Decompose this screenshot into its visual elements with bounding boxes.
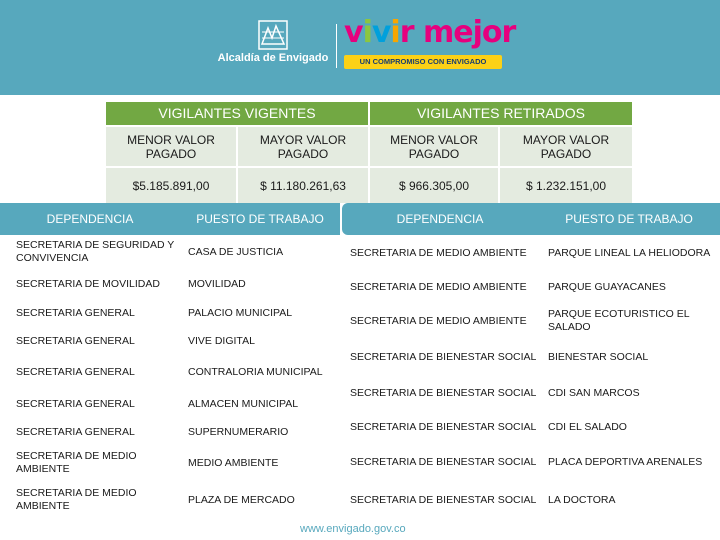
right-row-6-puesto: CDI EL SALADO — [548, 420, 627, 433]
right-row-5-dependencia: SECRETARIA DE BIENESTAR SOCIAL — [350, 386, 537, 399]
left-row-2-puesto: MOVILIDAD — [188, 277, 246, 290]
retirados-mayor-label: MAYOR VALOR PAGADO — [500, 127, 632, 166]
left-row-1-dependencia: SECRETARIA DE SEGURIDAD Y CONVIVENCIA — [16, 239, 175, 264]
left-row-3-puesto: PALACIO MUNICIPAL — [188, 306, 293, 319]
right-row-8-dependencia: SECRETARIA DE BIENESTAR SOCIAL — [350, 493, 537, 506]
vigentes-mayor-label: MAYOR VALOR PAGADO — [238, 127, 368, 166]
retirados-menor-value: $ 966.305,00 — [370, 168, 498, 203]
vigentes-menor-label: MENOR VALOR PAGADO — [106, 127, 236, 166]
right-row-1-puesto: PARQUE LINEAL LA HELIODORA — [548, 246, 711, 259]
left-row-1-puesto: CASA DE JUSTICIA — [188, 245, 284, 258]
right-row-3-puesto: PARQUE ECOTURISTICO EL SALADO — [548, 308, 690, 333]
right-row-5-puesto: CDI SAN MARCOS — [548, 386, 640, 399]
left-row-4-dependencia: SECRETARIA GENERAL — [16, 334, 135, 347]
alcaldia-text: Alcaldía de Envigado — [217, 52, 329, 64]
vigentes-mayor-value: $ 11.180.261,63 — [238, 168, 368, 203]
left-puesto-header: PUESTO DE TRABAJO — [180, 203, 340, 235]
left-row-9-dependencia: SECRETARIA DE MEDIO AMBIENTE — [16, 487, 137, 512]
left-row-8-puesto: MEDIO AMBIENTE — [188, 456, 279, 469]
vigentes-menor-value: $5.185.891,00 — [106, 168, 236, 203]
retirados-mayor-value: $ 1.232.151,00 — [500, 168, 632, 203]
envigado-emblem-icon — [258, 20, 288, 50]
retirados-menor-label: MENOR VALOR PAGADO — [370, 127, 498, 166]
alcaldia-logo — [214, 20, 332, 72]
right-row-3-dependencia: SECRETARIA DE MEDIO AMBIENTE — [350, 314, 527, 327]
retirados-title: VIGILANTES RETIRADOS — [370, 102, 632, 125]
left-row-8-dependencia: SECRETARIA DE MEDIO AMBIENTE — [16, 450, 137, 475]
right-row-2-puesto: PARQUE GUAYACANES — [548, 280, 666, 293]
left-row-6-puesto: ALMACEN MUNICIPAL — [188, 397, 299, 410]
left-row-7-dependencia: SECRETARIA GENERAL — [16, 425, 135, 438]
right-row-8-puesto: LA DOCTORA — [548, 493, 616, 506]
left-row-3-dependencia: SECRETARIA GENERAL — [16, 306, 135, 319]
right-row-7-dependencia: SECRETARIA DE BIENESTAR SOCIAL — [350, 455, 537, 468]
left-row-5-puesto: CONTRALORIA MUNICIPAL — [188, 365, 323, 378]
left-row-6-dependencia: SECRETARIA GENERAL — [16, 397, 135, 410]
logo-divider — [336, 24, 337, 68]
vigentes-title: VIGILANTES VIGENTES — [106, 102, 368, 125]
left-row-2-dependencia: SECRETARIA DE MOVILIDAD — [16, 277, 160, 290]
footer-url: www.envigado.gov.co — [300, 523, 406, 535]
vivir-mejor-wordmark: vivir mejor — [344, 15, 516, 50]
right-row-2-dependencia: SECRETARIA DE MEDIO AMBIENTE — [350, 280, 527, 293]
left-row-7-puesto: SUPERNUMERARIO — [188, 425, 289, 438]
right-row-4-puesto: BIENESTAR SOCIAL — [548, 350, 649, 363]
right-row-6-dependencia: SECRETARIA DE BIENESTAR SOCIAL — [350, 420, 537, 433]
left-row-5-dependencia: SECRETARIA GENERAL — [16, 365, 135, 378]
header-banner — [0, 0, 720, 95]
vivir-mejor-logo — [344, 15, 516, 72]
left-row-9-puesto: PLAZA DE MERCADO — [188, 493, 295, 506]
left-row-4-puesto: VIVE DIGITAL — [188, 334, 255, 347]
left-dependencia-header: DEPENDENCIA — [0, 203, 180, 235]
right-row-7-puesto: PLACA DEPORTIVA ARENALES — [548, 455, 703, 468]
slogan-badge: UN COMPROMISO CON ENVIGADO — [344, 55, 502, 69]
right-puesto-header: PUESTO DE TRABAJO — [538, 203, 720, 235]
right-row-1-dependencia: SECRETARIA DE MEDIO AMBIENTE — [350, 246, 527, 259]
right-row-4-dependencia: SECRETARIA DE BIENESTAR SOCIAL — [350, 350, 537, 363]
right-dependencia-header: DEPENDENCIA — [342, 203, 538, 235]
